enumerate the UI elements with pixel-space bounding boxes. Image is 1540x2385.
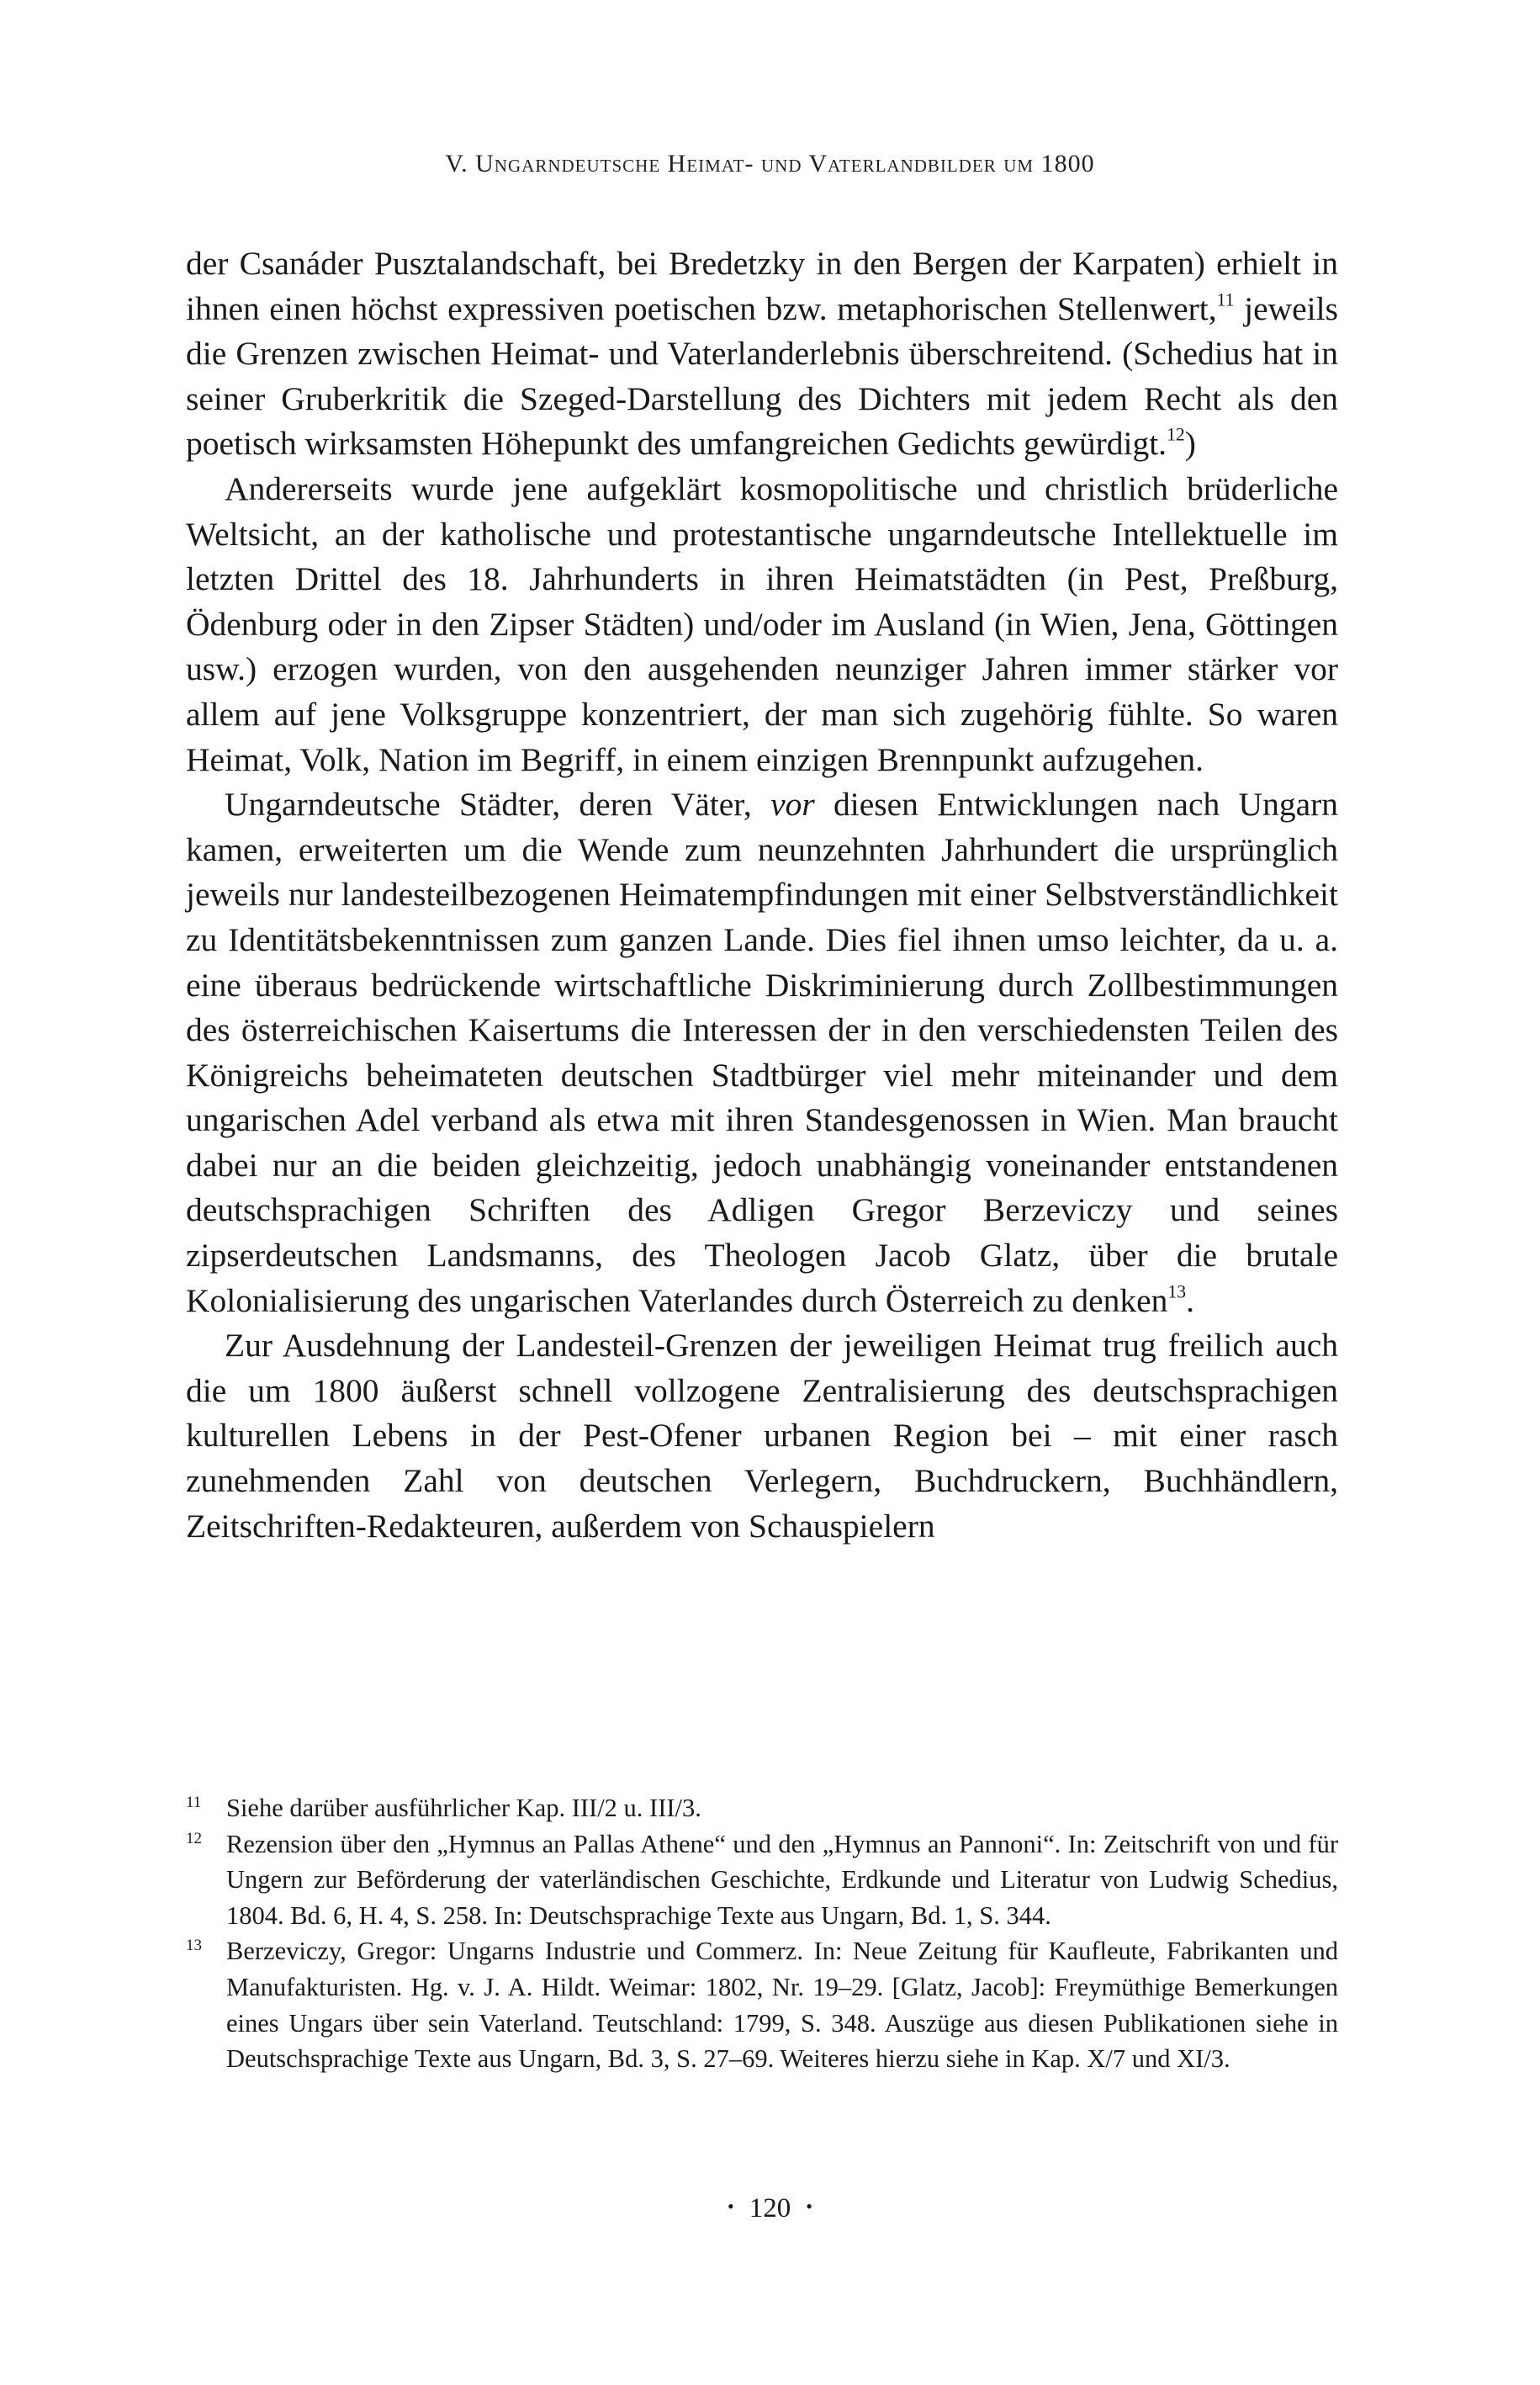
- paragraph-2: Andererseits wurde jene aufgeklärt kosmopolitische und christlich brüderliche Weltsicht, an der katholische und protestantische ungarndeutsche Intellektuelle im letzten Drittel des 18. Jahrhunderts in ihren Heimatstädten (in Pest, Preßburg, Ödenburg oder in den Zipser Städten) und/oder im Ausland (in Wien, Jena, Göttingen usw.) erzogen wurden, von den ausgehenden neunziger Jahren immer stärker vor allem auf jene Volksgruppe konzentriert, der man sich zugehörig fühlte. So waren Heimat, Volk, Nation im Begriff, in einem einzigen Brennpunkt aufzugehen.: [186, 469, 1338, 778]
- bullet-ornament-left: •: [728, 2196, 734, 2217]
- paragraph-1: [186, 241, 1338, 467]
- footnote-ref-13[interactable]: 13: [1167, 1281, 1187, 1302]
- paragraph-3-text: diesen Entwicklungen nach Ungarn kamen, erweiterten um die Wende zum neunzehnten Jahrhundert die ursprünglich jeweils nur landesteilbezogenen Heimatempfindungen mit einer Selbstverständlichkeit zu Identitätsbekenntnissen zum ganzen Lande. Dies fiel ihnen umso leichter, da u. a. eine überaus bedrückende wirtschaftliche Diskriminierung durch Zollbestimmungen des österreichischen Kaisertums die Interessen der in den verschiedensten Teilen des Königreichs beheimateten deutschen Stadtbürger viel mehr miteinander und dem ungarischen Adel verband als etwa mit ihren Standesgenossen in Wien. Man braucht dabei nur an die beiden gleichzeitig, jedoch unabhängig voneinander entstandenen deutschsprachigen Schriften des Adligen Gregor Berzeviczy und seines zipserdeutschen Landsmanns, des Theologen Jacob Glatz, über die brutale Kolonialisierung des ungarischen Vaterlandes durch Österreich zu denken: [186, 786, 1338, 1319]
- footnote-number: 12: [186, 1829, 202, 1847]
- emphasis-vor: vor: [770, 786, 815, 824]
- body-text: [186, 241, 1338, 1549]
- footnote-text: Siehe darüber ausführlicher Kap. III/2 u. III/3.: [226, 1794, 701, 1822]
- footnote-ref-12[interactable]: 12: [1167, 425, 1185, 446]
- paragraph-1-text: der Csanáder Pusztalandschaft, bei Bredetzky in den Bergen der Karpaten) erhielt in ihnen einen höchst expressiven poetischen bzw. metaphorischen Stellenwert,: [186, 245, 1338, 327]
- footnote-text: Berzeviczy, Gregor: Ungarns Industrie und Commerz. In: Neue Zeitung für Kaufleute, Fabrikanten und Manufakturisten. Hg. v. J. A. Hildt. Weimar: 1802, Nr. 19–29. [Glatz, Jacob]: Freymüthige Bemerkungen eines Ungars über sein Vaterland. Teutschland: 1799, S. 348. Auszüge aus diesen Publikationen siehe in Deutschsprachige Texte aus Ungarn, Bd. 3, S. 27–69. Weiteres hierzu siehe in Kap. X/7 und XI/3.: [226, 1937, 1338, 2074]
- footnote-text: Rezension über den „Hymnus an Pallas Athene“ und den „Hymnus an Pannoni“. In: Zeitschrift von und für Ungern zur Beförderung der vaterländischen Geschichte, Erdkunde und Literatur von Ludwig Schedius, 1804. Bd. 6, H. 4, S. 258. In: Deutschsprachige Texte aus Ungarn, Bd. 1, S. 344.: [226, 1829, 1338, 1930]
- running-head: V. Ungarndeutsche Heimat- und Vaterlandbilder um 1800: [445, 150, 1095, 178]
- footnote-ref-11[interactable]: 11: [1216, 289, 1235, 310]
- paragraph-1-text: ): [1184, 425, 1196, 463]
- footnote-number: 13: [186, 1937, 202, 1955]
- paragraph-1-text: jeweils die Grenzen zwischen Heimat- und Vaterlanderlebnis überschreitend. (Schedius hat in seiner Gruberkritik die Szeged-Darstellung des Dichters mit jedem Recht als den poetisch wirksamsten Höhepunkt des umfangreichen Gedichts gewürdigt.: [186, 289, 1338, 463]
- paragraph-3-text: Ungarndeutsche Städter, deren Väter,: [225, 786, 771, 824]
- page-number-value: 120: [749, 2193, 791, 2223]
- footnote-12: [186, 1826, 1338, 1934]
- bullet-ornament-right: •: [806, 2196, 812, 2217]
- footnote-number: 11: [186, 1794, 202, 1811]
- footnote-13: [186, 1933, 1338, 2076]
- paragraph-3: [186, 782, 1338, 1323]
- page-number: [0, 2193, 1540, 2224]
- footnote-11: [186, 1790, 1338, 1826]
- footnotes: [186, 1790, 1338, 2077]
- paragraph-3-text: .: [1186, 1281, 1195, 1319]
- paragraph-4: Zur Ausdehnung der Landesteil-Grenzen der jeweiligen Heimat trug freilich auch die um 1800 äußerst schnell vollzogene Zentralisierung des deutschsprachigen kulturellen Lebens in der Pest-Ofener urbanen Region bei – mit einer rasch zunehmenden Zahl von deutschen Verlegern, Buchdruckern, Buchhändlern, Zeitschriften-Redakteuren, außerdem von Schauspielern: [186, 1327, 1338, 1545]
